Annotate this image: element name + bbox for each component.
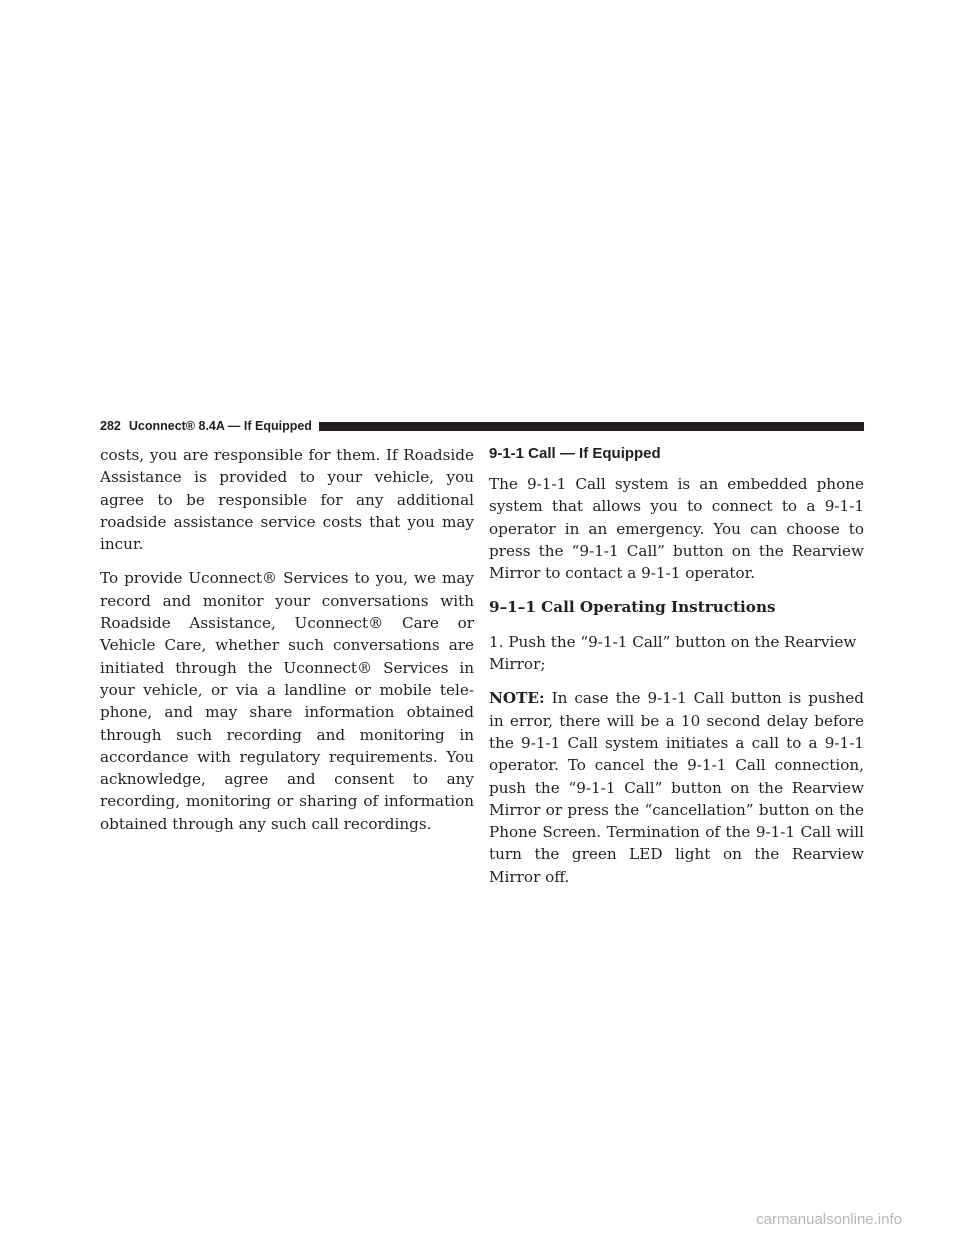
paragraph-roadside-costs: costs, you are responsible for them. If Roadside Assistance is provided to your vehicle, you agree to be responsible for any additional roadside assistance service costs that you may incur.: [100, 446, 474, 554]
note-paragraph: [489, 687, 864, 888]
note-label: NOTE:: [489, 689, 545, 708]
footer-watermark[interactable]: carmanualsonline.info: [756, 1211, 902, 1228]
page-number: 282: [100, 419, 121, 433]
right-column: [489, 444, 864, 900]
header-rule: [319, 422, 864, 431]
left-column: [100, 444, 474, 847]
page-header: [100, 419, 864, 433]
step-1: 1. Push the “9-1-1 Call” button on the Rearview Mirror;: [489, 632, 857, 674]
subheading-operating-instructions: 9–1–1 Call Operating Instructions: [489, 598, 776, 617]
paragraph-911-intro: The 9-1-1 Call system is an embedded phone system that allows you to connect to a 9-1-1 operator in an emergency. You can choose to press the “9-1-1 Call” button on the Rearview Mirror to contact a 9-1-1 operator.: [489, 475, 864, 583]
paragraph-recording-consent: To provide Uconnect® Services to you, we may record and monitor your conversations with Roadside Assistance, Uconnect® Care or Vehicle Care, whether such conversations are initiated through the Uconnect® Services in your vehicle, or via a landline or mobile telephone, and may share information obtained through such recording and monitoring in accordance with regulatory requirements. You acknowledge, agree and consent to any recording, monitoring or sharing of information obtained through any such call recordings.: [100, 569, 474, 833]
note-text: In case the 9-1-1 Call button is pushed in error, there will be a 10 second delay before the 9-1-1 Call system initiates a call to a 9-1-1 operator. To cancel the 9-1-1 Call connection, push the “9-1-1 Call” button on the Rearview Mirror or press the “cancellation” button on the Phone Screen. Termination of the 9-1-1 Call will turn the green LED light on the Rearview Mirror off.: [489, 689, 865, 886]
section-title: Uconnect® 8.4A — If Equipped: [128, 419, 312, 433]
section-heading-911: 9-1-1 Call — If Equipped: [489, 445, 661, 462]
